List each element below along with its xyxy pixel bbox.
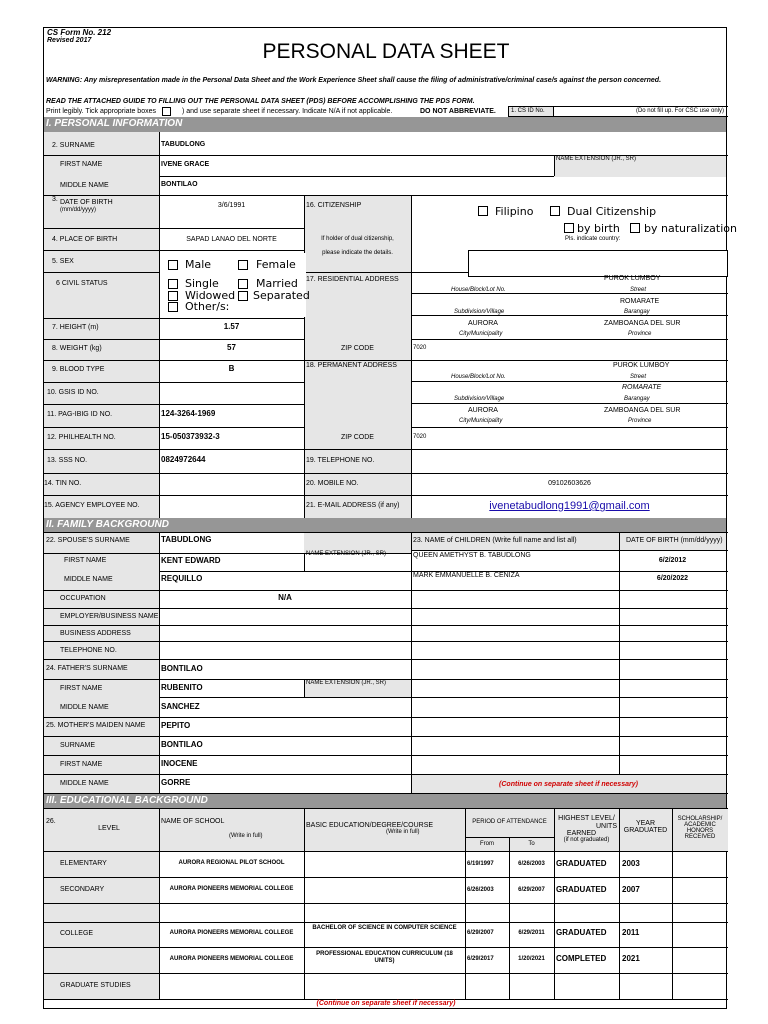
father-middlename-value[interactable]: SANCHEZ (161, 702, 200, 711)
pagibig-value[interactable]: 124-3264-1969 (161, 409, 216, 418)
school-cell[interactable]: AURORA PIONEERS MEMORIAL COLLEGE (169, 886, 294, 892)
perm-barangay-value[interactable]: ROMARATE (622, 384, 662, 391)
perm-subdivision-caption: Subdivision/Village (454, 396, 505, 402)
highest-level-cell[interactable]: GRADUATED (556, 885, 607, 894)
father-firstname-label: FIRST NAME (60, 685, 103, 692)
dob-label: DATE OF BIRTH (60, 199, 113, 206)
father-surname-value[interactable]: BONTILAO (161, 664, 203, 673)
do-not-abbreviate: DO NOT ABBREVIATE. (420, 108, 496, 115)
widowed-label: Widowed (185, 289, 236, 302)
child-1-dob[interactable]: 6/2/2012 (658, 557, 687, 564)
spouse-firstname-label: FIRST NAME (64, 557, 107, 564)
married-label: Married (256, 277, 298, 290)
perm-zip-value[interactable]: 7020 (413, 434, 427, 440)
blood-type-value[interactable]: B (228, 364, 235, 373)
middlename-value[interactable]: BONTILAO (161, 181, 198, 188)
revision: Revised 2017 (47, 37, 92, 44)
indicate-country-note: Pls. indicate country: (565, 236, 621, 242)
level-cell: GRADUATE STUDIES (60, 982, 131, 989)
education-number: 26. (46, 818, 56, 825)
family-continue-note: (Continue on separate sheet if necessary) (499, 781, 638, 788)
firstname-label: FIRST NAME (60, 161, 103, 168)
highest-level-header-3: EARNED (566, 830, 597, 837)
section-personal-information: I. PERSONAL INFORMATION (44, 117, 726, 132)
child-1-name[interactable]: QUEEN AMETHYST B. TABUDLONG (413, 552, 531, 559)
mother-maiden-label: 25. MOTHER'S MAIDEN NAME (46, 722, 146, 729)
occupation-value[interactable]: N/A (278, 593, 292, 602)
mobile-label: 20. MOBILE NO. (306, 480, 359, 487)
warning-text: WARNING: Any misrepresentation made in the Personal Data Sheet and the Work Experience Sheet shall cause the filing of administrative/criminal case/s against the person concerned. (46, 77, 662, 84)
perm-province-value[interactable]: ZAMBOANGA DEL SUR (604, 407, 681, 414)
from-cell[interactable]: 6/29/2007 (467, 930, 494, 936)
period-header: PERIOD OF ATTENDANCE (472, 819, 547, 825)
dob-value[interactable]: 3/6/1991 (217, 202, 246, 209)
year-cell[interactable]: 2007 (622, 885, 640, 894)
sss-label: 13. SSS NO. (47, 457, 88, 464)
gsis-label: 10. GSIS ID NO. (47, 389, 99, 396)
by-birth-checkbox[interactable] (564, 223, 574, 233)
children-label: 23. NAME of CHILDREN (Write full name and list all) (413, 537, 577, 544)
father-surname-label: 24. FATHER'S SURNAME (46, 665, 128, 672)
res-province-value[interactable]: ZAMBOANGA DEL SUR (604, 320, 681, 327)
firstname-value[interactable]: IVENE GRACE (161, 161, 210, 168)
blood-type-label: 9. BLOOD TYPE (52, 366, 105, 373)
education-continue-note: (Continue on separate sheet if necessary) (316, 1000, 456, 1007)
mother-firstname-label: FIRST NAME (60, 761, 103, 768)
res-zip-label: ZIP CODE (341, 345, 374, 352)
female-checkbox[interactable] (238, 260, 248, 270)
level-cell: SECONDARY (60, 886, 105, 893)
name-extension-label: NAME EXTENSION (JR., SR) (556, 156, 637, 162)
highest-level-header-4: (if not graduated) (563, 837, 610, 843)
cs-id-label: 1. CS ID No. (511, 108, 545, 114)
father-name-extension-label: NAME EXTENSION (JR., SR) (306, 680, 387, 686)
citizenship-label: 16. CITIZENSHIP (306, 202, 362, 209)
philhealth-label: 12. PHILHEALTH NO. (47, 434, 116, 441)
middlename-label: MIDDLE NAME (60, 182, 109, 189)
level-cell: COLLEGE (60, 930, 94, 937)
res-house-caption: House/Block/Lot No. (451, 287, 506, 293)
sex-label: 5. SEX (52, 258, 74, 265)
year-cell[interactable]: 2021 (622, 954, 640, 963)
section-educational-background: III. EDUCATIONAL BACKGROUND (44, 794, 726, 808)
telephone-label: 19. TELEPHONE NO. (306, 457, 375, 464)
highest-level-cell[interactable]: COMPLETED (556, 954, 607, 963)
others-checkbox[interactable] (168, 302, 178, 312)
education-row-vocational[interactable] (160, 904, 726, 921)
course-cell[interactable]: PROFESSIONAL EDUCATION CURRICULUM (18 UNITS) (316, 951, 453, 964)
level-header: LEVEL (98, 825, 120, 832)
occupation-label: OCCUPATION (60, 595, 106, 602)
csc-use-note: (Do not fill up. For CSC use only) (635, 108, 724, 114)
dual-citizenship-country-field[interactable] (468, 250, 728, 277)
section-family-background: II. FAMILY BACKGROUND (44, 518, 726, 532)
year-graduated-header-2: GRADUATED (623, 827, 668, 834)
highest-level-cell[interactable]: GRADUATED (556, 928, 607, 937)
level-cell: ELEMENTARY (60, 860, 107, 867)
mother-surname-label: SURNAME (60, 742, 96, 749)
read-guide-text: READ THE ATTACHED GUIDE TO FILLING OUT THE PERSONAL DATA SHEET (PDS) BEFORE ACCOMPLISHING THE PDS FORM. (46, 98, 475, 105)
school-cell[interactable]: AURORA REGIONAL PILOT SCHOOL (178, 860, 285, 866)
spouse-firstname-value[interactable]: KENT EDWARD (161, 556, 221, 565)
highest-level-header-1: HIGHEST LEVEL/ (558, 815, 615, 822)
surname-value[interactable]: TABUDLONG (161, 141, 206, 148)
single-checkbox[interactable] (168, 279, 178, 289)
mother-surname-value[interactable]: BONTILAO (161, 740, 203, 749)
surname-label: 2. SURNAME (52, 142, 95, 149)
res-city-value[interactable]: AURORA (468, 320, 498, 327)
highest-level-header-2: UNITS (596, 823, 617, 830)
honors-header-2: ACADEMIC (684, 822, 716, 828)
business-address-label: BUSINESS ADDRESS (60, 630, 131, 637)
res-city-caption: City/Municipality (459, 331, 503, 337)
pds-form (43, 27, 737, 1009)
course-header: BASIC EDUCATION/DEGREE/COURSE (306, 822, 434, 829)
by-birth-label: by birth (577, 222, 620, 235)
mother-firstname-value[interactable]: INOCENE (161, 759, 198, 768)
male-checkbox[interactable] (168, 260, 178, 270)
perm-city-caption: City/Municipality (459, 418, 503, 424)
pob-label: 4. PLACE OF BIRTH (52, 236, 118, 243)
res-street-value[interactable]: PUROK LUMBOY (604, 275, 661, 282)
dual-citizenship-checkbox[interactable] (550, 206, 560, 216)
agency-employee-value[interactable] (160, 496, 304, 516)
children-dob-label: DATE OF BIRTH (mm/dd/yyyy) (626, 537, 723, 544)
year-graduated-header-1: YEAR (635, 820, 656, 827)
honors-header-4: RECEIVED (684, 834, 716, 840)
school-header-note: (Write in full) (229, 833, 263, 839)
print-legibly-text: Print legibly. Tick appropriate boxes (46, 108, 156, 115)
honors-header-1: SCHOLARSHIP/ (677, 816, 723, 822)
height-label: 7. HEIGHT (m) (52, 324, 99, 331)
dual-citizenship-label: Dual Citizenship (567, 205, 657, 218)
residential-address-label: 17. RESIDENTIAL ADDRESS (306, 276, 399, 283)
honors-header-3: HONORS (686, 828, 714, 834)
mother-middlename-value[interactable]: GORRE (161, 778, 191, 787)
highest-level-cell[interactable]: GRADUATED (556, 859, 607, 868)
widowed-checkbox[interactable] (168, 291, 178, 301)
year-cell[interactable]: 2003 (622, 859, 640, 868)
spouse-telephone-label: TELEPHONE NO. (60, 647, 117, 654)
dual-note-2: please indicate the details. (322, 250, 393, 256)
perm-zip-label: ZIP CODE (341, 434, 374, 441)
year-cell[interactable]: 2011 (622, 928, 640, 937)
child-2-name[interactable]: MARK EMMANUELLE B. CENIZA (413, 572, 520, 579)
mother-middlename-label: MIDDLE NAME (60, 780, 109, 787)
perm-city-value[interactable]: AURORA (468, 407, 498, 414)
res-barangay-caption: Barangay (624, 309, 650, 315)
res-province-caption: Province (628, 331, 652, 337)
perm-province-caption: Province (628, 418, 652, 424)
dual-note-1: If holder of dual citizenship, (321, 236, 394, 242)
school-header: NAME OF SCHOOL (161, 818, 225, 825)
separated-label: Separated (253, 289, 310, 302)
female-label: Female (256, 258, 296, 271)
page-title: PERSONAL DATA SHEET (262, 40, 510, 63)
res-zip-value[interactable]: 7020 (413, 345, 427, 351)
permanent-address-label: 18. PERMANENT ADDRESS (306, 362, 397, 369)
tick-sample-checkbox (162, 107, 171, 116)
mobile-value[interactable]: 09102603626 (548, 480, 591, 487)
email-label: 21. E-MAIL ADDRESS (if any) (306, 502, 400, 509)
course-cell[interactable]: BACHELOR OF SCIENCE IN COMPUTER SCIENCE (312, 925, 457, 931)
separated-checkbox[interactable] (238, 291, 248, 301)
spouse-middlename-label: MIDDLE NAME (64, 576, 113, 583)
filipino-label: Filipino (495, 205, 534, 218)
to-cell[interactable]: 6/29/2011 (518, 930, 545, 936)
from-cell[interactable]: 6/29/2017 (467, 956, 494, 962)
male-label: Male (185, 258, 212, 271)
school-cell[interactable]: AURORA PIONEERS MEMORIAL COLLEGE (169, 956, 294, 962)
course-header-note: (Write in full) (386, 829, 420, 835)
form-number: CS Form No. 212 (47, 28, 112, 37)
gsis-value[interactable] (160, 383, 304, 403)
spouse-name-extension-label: NAME EXTENSION (JR., SR) (306, 551, 387, 557)
agency-employee-label: 15. AGENCY EMPLOYEE NO. (44, 502, 140, 509)
pagibig-label: 11. PAG-IBIG ID NO. (47, 411, 113, 418)
height-value[interactable]: 1.57 (223, 322, 240, 331)
to-cell[interactable]: 6/29/2007 (518, 887, 545, 893)
single-label: Single (185, 277, 219, 290)
civil-status-label: 6 CIVIL STATUS (56, 280, 108, 287)
from-cell[interactable]: 6/26/2003 (467, 887, 494, 893)
print-legibly-text-b: ) and use separate sheet if necessary. Indicate N/A if not applicable. (182, 108, 393, 115)
perm-barangay-caption: Barangay (624, 396, 650, 402)
to-header: To (528, 841, 535, 847)
res-subdivision-caption: Subdivision/Village (454, 309, 505, 315)
father-middlename-label: MIDDLE NAME (60, 704, 109, 711)
email-value[interactable]: ivenetabudlong1991@gmail.com (489, 500, 650, 512)
others-label: Other/s: (185, 300, 230, 313)
by-naturalization-checkbox[interactable] (630, 223, 640, 233)
weight-value[interactable]: 57 (227, 343, 236, 352)
pob-value[interactable]: SAPAD LANAO DEL NORTE (186, 236, 277, 243)
dob-format: (mm/dd/yyyy) (60, 207, 96, 213)
sss-value[interactable]: 0824972644 (161, 455, 206, 464)
tin-label: 14. TIN NO. (44, 480, 82, 487)
from-header: From (480, 841, 494, 847)
perm-street-value[interactable]: PUROK LUMBOY (613, 362, 670, 369)
spouse-middlename-value[interactable]: REQUILLO (161, 574, 203, 583)
to-cell[interactable]: 6/26/2003 (518, 861, 545, 867)
child-2-dob[interactable]: 6/20/2022 (656, 575, 689, 582)
school-cell[interactable]: AURORA PIONEERS MEMORIAL COLLEGE (169, 930, 294, 936)
spouse-surname-value[interactable]: TABUDLONG (161, 535, 212, 544)
weight-label: 8. WEIGHT (kg) (52, 345, 102, 352)
to-cell[interactable]: 1/20/2021 (518, 956, 545, 962)
tin-value[interactable] (160, 474, 304, 494)
res-street-caption: Street (630, 287, 647, 293)
spouse-surname-label: 22. SPOUSE'S SURNAME (46, 537, 130, 544)
telephone-value[interactable] (412, 450, 728, 472)
mother-maiden-value[interactable]: PEPITO (161, 721, 191, 730)
father-firstname-value[interactable]: RUBENITO (161, 683, 203, 692)
employer-label: EMPLOYER/BUSINESS NAME (60, 613, 159, 620)
philhealth-value[interactable]: 15-050373932-3 (161, 432, 220, 441)
perm-house-caption: House/Block/Lot No. (451, 374, 506, 380)
res-barangay-value[interactable]: ROMARATE (620, 298, 660, 305)
from-cell[interactable]: 6/19/1997 (467, 861, 494, 867)
filipino-checkbox[interactable] (478, 206, 488, 216)
by-naturalization-label: by naturalization (644, 222, 737, 235)
perm-street-caption: Street (630, 374, 647, 380)
married-checkbox[interactable] (238, 279, 248, 289)
dob-label-num: 3. (52, 196, 58, 203)
